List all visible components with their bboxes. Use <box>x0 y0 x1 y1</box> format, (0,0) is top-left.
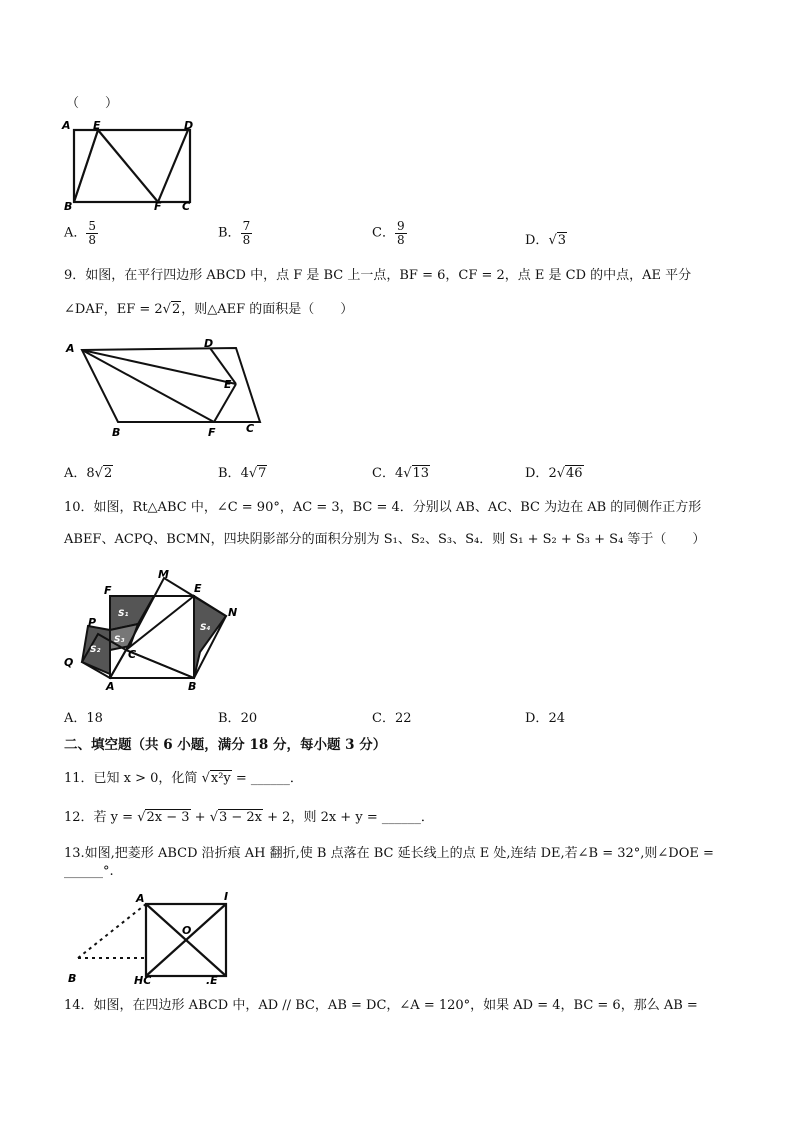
q8-label-b: B <box>64 200 73 210</box>
q8-label-e: E <box>93 119 101 132</box>
q13-figure <box>60 884 250 988</box>
q8-option-b[interactable]: B． $\frac{7}{8}$ <box>218 219 251 247</box>
q10-label-c: C <box>128 648 137 661</box>
q10-label-a: A <box>106 680 115 693</box>
q8-segment-be <box>74 130 98 202</box>
q9-parallelogram <box>82 348 260 422</box>
q13-dashed-ba <box>78 904 146 958</box>
q11-stem: 11．已知 x > 0，化简 √x²y = ______． <box>64 771 303 786</box>
q8-option-d[interactable]: D．√3 <box>525 233 567 248</box>
q10-label-q: Q <box>64 656 74 669</box>
q10-label-m: M <box>158 568 169 581</box>
q10-option-b[interactable]: B．20 <box>218 711 258 726</box>
q10-label-f: F <box>104 584 112 597</box>
q13-label-d: I <box>224 890 229 903</box>
q9-label-f: F <box>208 426 216 439</box>
q8-option-a[interactable]: A． $\frac{5}{8}$ <box>64 219 97 247</box>
q13-label-e: .E <box>206 974 218 987</box>
q9-option-d[interactable]: D．2√46 <box>525 466 583 481</box>
q9-stem-line2: ∠DAF，EF = 2√2，则△AEF 的面积是（ ） <box>64 302 354 317</box>
q9-segment-ae <box>82 350 236 384</box>
q10-label-s2: S₂ <box>90 645 101 655</box>
section-2-heading: 二、填空题（共 6 小题，满分 18 分，每小题 3 分） <box>64 737 387 753</box>
q8-label-c: C <box>182 200 191 210</box>
q9-segment-af <box>82 350 214 422</box>
q10-option-c[interactable]: C．22 <box>372 711 412 726</box>
q8-label-d: D <box>184 119 194 132</box>
q10-stem-line2: ABEF、ACPQ、BCMN，四块阴影部分的面积分别为 S₁、S₂、S₃、S₄．则 S₁ + S₂ + S₃ + S₄ 等于（ ） <box>64 532 706 547</box>
q9-stem-line1: 9．如图，在平行四边形 ABCD 中，点 F 是 BC 上一点，BF = 6，CF = 2，点 E 是 CD 的中点，AE 平分 <box>64 268 692 283</box>
q8-answer-paren: （ ） <box>66 96 119 111</box>
q10-label-s3: S₃ <box>114 635 125 645</box>
q10-label-b: B <box>188 680 197 693</box>
q8-label-a: A <box>62 119 71 132</box>
q13-label-a: A <box>136 892 145 905</box>
q10-label-p: P <box>88 616 97 629</box>
q13-label-o: O <box>182 924 192 937</box>
q13-label-b: B <box>68 972 77 985</box>
q10-figure <box>60 566 250 696</box>
q8-label-f: F <box>154 200 162 210</box>
q9-label-a: A <box>66 342 75 355</box>
q8-segment-df <box>158 130 188 202</box>
q10-shaded-s4 <box>194 596 226 678</box>
q14-stem-line1: 14．如图，在四边形 ABCD 中，AD // BC，AB = DC，∠A = 120°，如果 AD = 4，BC = 6，那么 AB = <box>64 998 698 1013</box>
q13-stem-line1: 13.如图,把菱形 ABCD 沿折痕 AH 翻折,使 B 点落在 BC 延长线上的点 E 处,连结 DE,若∠B = 32°,则∠DOE = <box>64 846 714 861</box>
q9-label-e: E <box>224 378 232 391</box>
q8-option-c[interactable]: C． $\frac{9}{8}$ <box>372 219 405 247</box>
q10-option-a[interactable]: A．18 <box>64 711 103 726</box>
q9-option-b[interactable]: B．4√7 <box>218 466 267 481</box>
q9-label-d: D <box>204 337 214 350</box>
q10-label-n: N <box>228 606 238 619</box>
q10-label-s1: S₁ <box>118 609 129 619</box>
q10-option-d[interactable]: D．24 <box>525 711 565 726</box>
q8-figure <box>60 116 200 210</box>
q9-label-c: C <box>246 422 255 435</box>
q8-segment-ef <box>98 130 158 202</box>
q9-label-b: B <box>112 426 121 439</box>
q9-option-c[interactable]: C．4√13 <box>372 466 430 481</box>
q12-stem: 12．若 y = √2x − 3 + √3 − 2x + 2，则 2x + y = ______． <box>64 810 434 825</box>
q10-label-s4: S₄ <box>200 623 211 633</box>
q10-stem-line1: 10．如图，Rt△ABC 中，∠C = 90°，AC = 3，BC = 4．分别以 AB、AC、BC 为边在 AB 的同侧作正方形 <box>64 500 702 515</box>
q13-stem-line2: ______°. <box>64 864 114 879</box>
q10-label-e: E <box>194 582 202 595</box>
q13-label-hc: HC <box>134 974 152 987</box>
q9-figure <box>60 334 270 440</box>
q9-option-a[interactable]: A．8√2 <box>64 466 113 481</box>
